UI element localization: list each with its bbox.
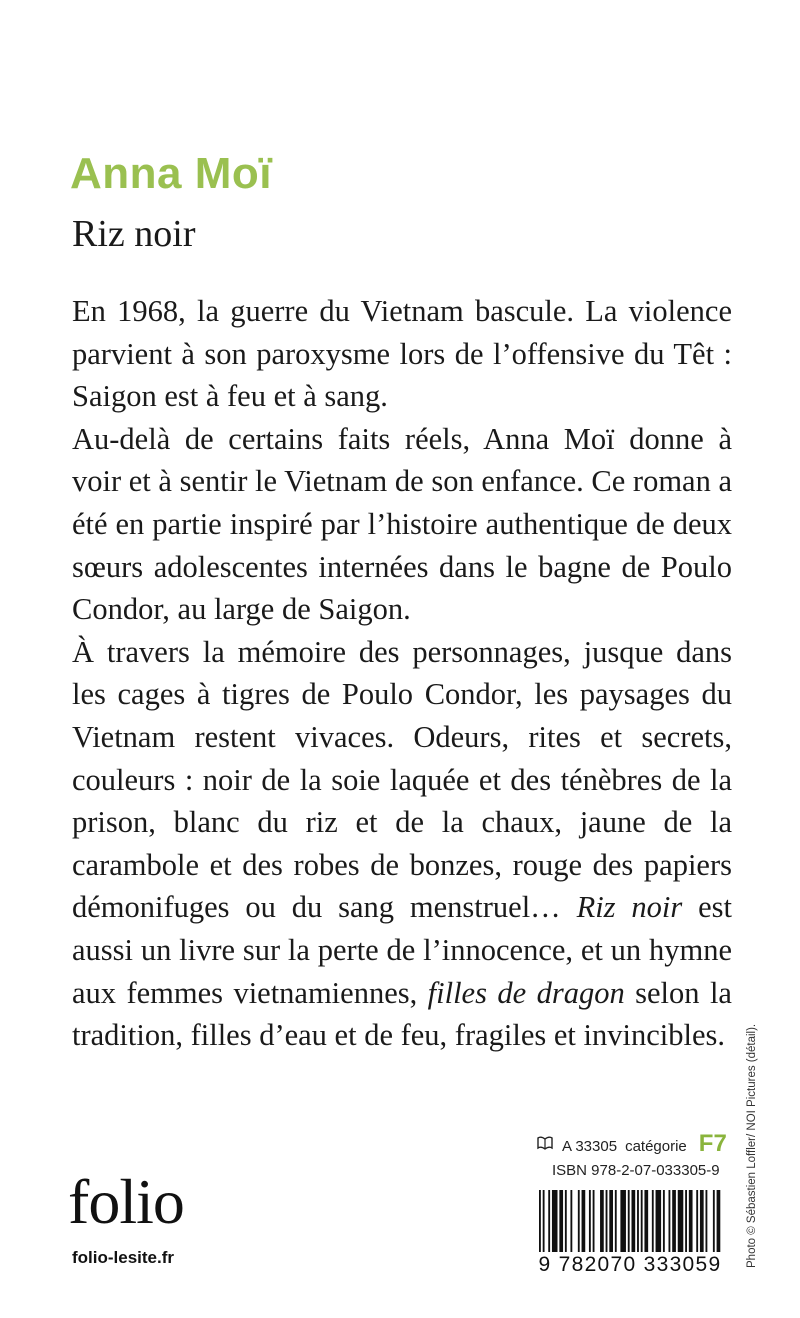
barcode-bar <box>706 1190 708 1252</box>
barcode-bar <box>637 1190 639 1252</box>
barcode-bar <box>696 1190 698 1252</box>
blurb-text: À travers la mémoire des personnages, jusque dans les cages à tigres de Poulo Condor, les paysages du Vietnam restent vivaces. Odeurs, rites et secrets, couleurs : noir de la soie laquée et des ténèbres de la prison, blanc du riz et de la chaux, jaune de la carambole et des robes de bonzes, rouge des papiers démonifuges ou du sang menstruel… <box>72 634 732 925</box>
barcode-bar <box>700 1190 704 1252</box>
author-name: Anna Moï <box>70 149 272 198</box>
barcode-bars <box>535 1190 725 1252</box>
publisher-website: folio-lesite.fr <box>72 1248 175 1267</box>
barcode-bar <box>593 1190 595 1252</box>
barcode-bar <box>600 1190 604 1252</box>
barcode-bar <box>713 1190 715 1252</box>
category-label: catégorie <box>625 1138 687 1155</box>
barcode-bar <box>678 1190 684 1252</box>
barcode-bar <box>582 1190 586 1252</box>
book-icon <box>536 1135 554 1156</box>
barcode-digits: 9 782070 333059 <box>538 1253 722 1276</box>
blurb-paragraph-1: En 1968, la guerre du Vietnam bascule. La violence parvient à son paroxysme lors de l’offensive du Têt : Saigon est à feu et à sang. <box>72 294 732 414</box>
book-title: Riz noir <box>72 213 196 255</box>
barcode-bar <box>589 1190 591 1252</box>
barcode-bar <box>672 1190 676 1252</box>
barcode-bar <box>689 1190 693 1252</box>
barcode-bar <box>543 1190 545 1252</box>
barcode-bar <box>609 1190 613 1252</box>
category-code: F7 <box>698 1130 727 1157</box>
blurb-text: est aussi un livre sur la perte de l’innocence, et un hymne aux femmes vietnamiennes, <box>72 890 732 1010</box>
photo-credit: Photo © Sébastien Loffler/ NOI Pictures (détail). <box>746 1023 758 1268</box>
catalog-info <box>536 1130 727 1158</box>
blurb-paragraph-3 <box>72 631 732 1057</box>
barcode-bar <box>570 1190 572 1252</box>
barcode-bar <box>663 1190 665 1252</box>
catalog-code: A 33305 <box>562 1138 618 1155</box>
barcode-bar <box>652 1190 654 1252</box>
barcode-bar <box>628 1190 630 1252</box>
barcode-bar <box>578 1190 580 1252</box>
barcode-bar <box>615 1190 617 1252</box>
barcode-bar <box>620 1190 626 1252</box>
barcode-bar <box>685 1190 687 1252</box>
blurb-text: selon la tradition, filles d’eau et de feu, fragiles et invincibles. <box>72 975 732 1053</box>
barcode-bar <box>539 1190 541 1252</box>
barcode-bar <box>559 1190 563 1252</box>
publisher-logo: folio <box>68 1166 184 1237</box>
barcode-bar <box>644 1190 648 1252</box>
italic-phrase: filles de dragon <box>427 975 625 1010</box>
blurb <box>72 290 732 1057</box>
barcode-bar <box>606 1190 608 1252</box>
barcode-bar <box>641 1190 643 1252</box>
blurb-paragraph-2: Au-delà de certains faits réels, Anna Moï donne à voir et à sentir le Vietnam de son enfance. Ce roman a été en partie inspiré par l’histoire authentique de deux sœurs adolescentes internées dans le bagne de Poulo Condor, au large de Saigon. <box>72 421 732 627</box>
barcode-bar <box>717 1190 721 1252</box>
barcode-bar <box>552 1190 558 1252</box>
barcode-bar <box>656 1190 662 1252</box>
isbn: ISBN 978-2-07-033305-9 <box>552 1162 720 1179</box>
barcode-bar <box>548 1190 550 1252</box>
barcode-bar <box>565 1190 567 1252</box>
barcode-bar <box>669 1190 671 1252</box>
italic-title: Riz noir <box>576 890 683 925</box>
barcode-bar <box>632 1190 636 1252</box>
